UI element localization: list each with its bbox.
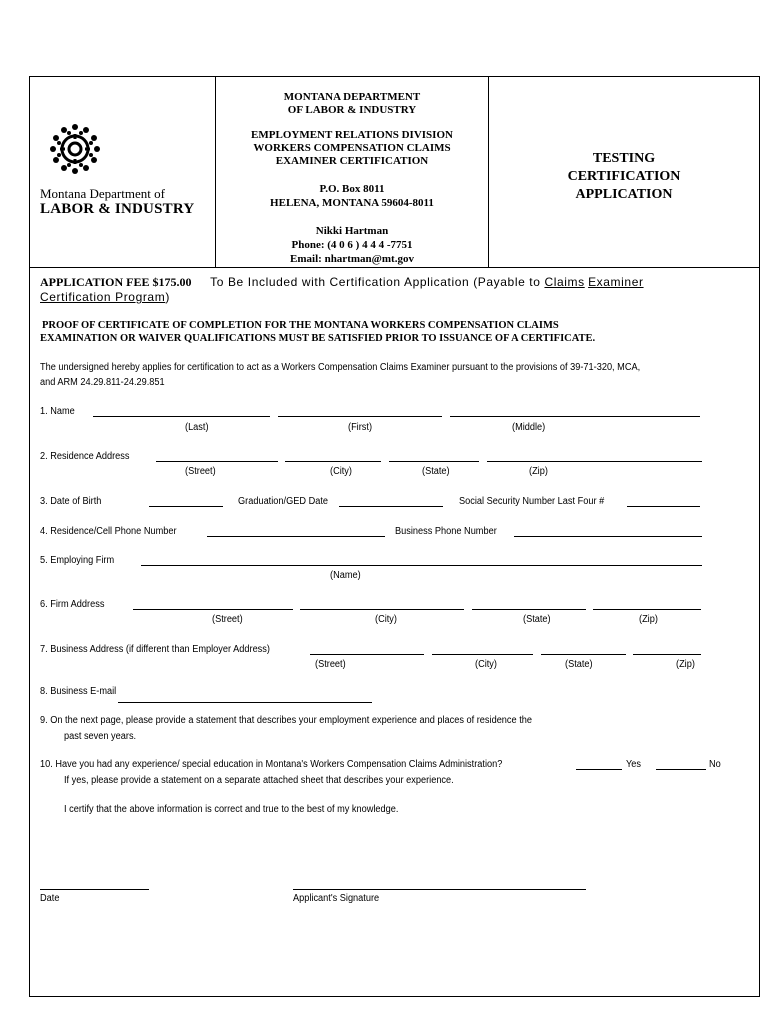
q10-no-label: No xyxy=(709,759,721,770)
firm-street-field[interactable] xyxy=(133,609,293,610)
firm-state-field[interactable] xyxy=(472,609,586,610)
contact-phone: Phone: (4 0 6 ) 4 4 4 -7751 xyxy=(291,239,413,251)
ssn-last-four-field[interactable] xyxy=(627,506,700,507)
division-line3: EXAMINER CERTIFICATION xyxy=(275,155,429,167)
residence-state-field[interactable] xyxy=(389,461,479,462)
dept-name-line2: OF LABOR & INDUSTRY xyxy=(287,104,417,116)
logo-text-department: Montana Department of xyxy=(40,186,165,201)
q4-bus-label: Business Phone Number xyxy=(395,526,497,537)
montana-dol-logo-icon xyxy=(48,122,102,181)
fee-note-suffix: ) xyxy=(165,290,170,304)
division-line2: WORKERS COMPENSATION CLAIMS xyxy=(253,142,451,154)
q10-no-field[interactable] xyxy=(656,769,706,770)
q5-name-caption: (Name) xyxy=(330,570,361,581)
firm-city-field[interactable] xyxy=(300,609,464,610)
contact-email: Email: nhartman@mt.gov xyxy=(290,253,414,265)
q1-last-caption: (Last) xyxy=(185,422,209,433)
q2-street-caption: (Street) xyxy=(185,466,216,477)
q2-state-caption: (State) xyxy=(422,466,450,477)
business-email-field[interactable] xyxy=(118,702,372,703)
q2-zip-caption: (Zip) xyxy=(529,466,548,477)
q4-res-label: 4. Residence/Cell Phone Number xyxy=(40,526,177,537)
date-field[interactable] xyxy=(40,889,149,890)
business-zip-field[interactable] xyxy=(633,654,701,655)
proof-line2: EXAMINATION OR WAIVER QUALIFICATIONS MUST BE SATISFIED PRIOR TO ISSUANCE OF A CERTIFICATE. xyxy=(40,333,596,344)
q1-first-caption: (First) xyxy=(348,422,373,433)
q6-label: 6. Firm Address xyxy=(40,599,105,610)
dob-field[interactable] xyxy=(149,506,223,507)
division-line1: EMPLOYMENT RELATIONS DIVISION xyxy=(251,129,453,141)
name-first-field[interactable] xyxy=(278,416,442,417)
q3-grad-label: Graduation/GED Date xyxy=(238,496,329,507)
logo-text-labor: LABOR & INDUSTRY xyxy=(40,201,195,217)
q7-city-caption: (City) xyxy=(475,659,497,670)
q3-ssn-label: Social Security Number Last Four # xyxy=(459,496,605,507)
business-phone-field[interactable] xyxy=(514,536,702,537)
fee-row xyxy=(40,275,644,290)
firm-zip-field[interactable] xyxy=(593,609,701,610)
residence-zip-field[interactable] xyxy=(487,461,702,462)
q9-line1: 9. On the next page, please provide a statement that describes your employment experience and places of residence the xyxy=(40,715,532,726)
fee-row-2 xyxy=(40,290,170,304)
contact-name: Nikki Hartman xyxy=(315,225,389,237)
signature-field[interactable] xyxy=(293,889,586,890)
q5-label: 5. Employing Firm xyxy=(40,555,115,566)
title-line1: TESTING xyxy=(592,151,656,166)
signature-label: Applicant's Signature xyxy=(293,893,380,904)
q2-city-caption: (City) xyxy=(330,466,352,477)
q10-line2: If yes, please provide a statement on a separate attached sheet that describes your experience. xyxy=(64,775,454,786)
fee-link-program[interactable]: Certification Program xyxy=(40,290,166,304)
q10-yes-label: Yes xyxy=(626,759,642,770)
q2-label: 2. Residence Address xyxy=(40,451,130,462)
name-middle-field[interactable] xyxy=(450,416,700,417)
fee-link-claims[interactable]: Claims xyxy=(544,275,585,289)
q1-label: 1. Name xyxy=(40,406,75,417)
city-address: HELENA, MONTANA 59604-8011 xyxy=(270,197,434,209)
intro-line2: and ARM 24.29.811-24.29.851 xyxy=(40,377,165,388)
residence-street-field[interactable] xyxy=(156,461,278,462)
fee-note: To Be Included with Certification Application (Payable to xyxy=(210,275,545,289)
date-label: Date xyxy=(40,893,60,904)
po-box: P.O. Box 8011 xyxy=(319,183,385,195)
title-line3: APPLICATION xyxy=(575,187,673,202)
q6-street-caption: (Street) xyxy=(212,614,243,625)
q6-zip-caption: (Zip) xyxy=(639,614,658,625)
q7-label: 7. Business Address (if different than Employer Address) xyxy=(40,644,270,655)
header-bottom-rule xyxy=(29,267,760,268)
business-city-field[interactable] xyxy=(432,654,533,655)
q3-dob-label: 3. Date of Birth xyxy=(40,496,102,507)
q7-street-caption: (Street) xyxy=(315,659,346,670)
name-last-field[interactable] xyxy=(93,416,270,417)
employing-firm-field[interactable] xyxy=(141,565,702,566)
q7-state-caption: (State) xyxy=(565,659,593,670)
proof-line1: PROOF OF CERTIFICATE OF COMPLETION FOR THE MONTANA WORKERS COMPENSATION CLAIMS xyxy=(42,320,559,331)
business-street-field[interactable] xyxy=(310,654,424,655)
q8-label: 8. Business E-mail xyxy=(40,686,117,697)
q10-line1: 10. Have you had any experience/ special education in Montana's Workers Compensation Claims Administration? xyxy=(40,759,503,770)
certify-statement: I certify that the above information is correct and true to the best of my knowledge. xyxy=(64,804,399,815)
fee-label: APPLICATION FEE $175.00 xyxy=(40,275,192,289)
fee-link-examiner[interactable]: Examiner xyxy=(588,275,644,289)
residence-phone-field[interactable] xyxy=(207,536,385,537)
business-state-field[interactable] xyxy=(541,654,626,655)
q1-middle-caption: (Middle) xyxy=(512,422,546,433)
q7-zip-caption: (Zip) xyxy=(676,659,695,670)
q9-line2: past seven years. xyxy=(64,731,137,742)
q6-state-caption: (State) xyxy=(523,614,551,625)
q10-yes-field[interactable] xyxy=(576,769,622,770)
title-line2: CERTIFICATION xyxy=(567,169,681,184)
intro-line1: The undersigned hereby applies for certification to act as a Workers Compensation Claims Examiner pursuant to the provisions of 39-71-320, MCA, xyxy=(40,362,641,373)
grad-date-field[interactable] xyxy=(339,506,443,507)
q6-city-caption: (City) xyxy=(375,614,397,625)
residence-city-field[interactable] xyxy=(285,461,381,462)
dept-name-line1: MONTANA DEPARTMENT xyxy=(283,91,421,103)
